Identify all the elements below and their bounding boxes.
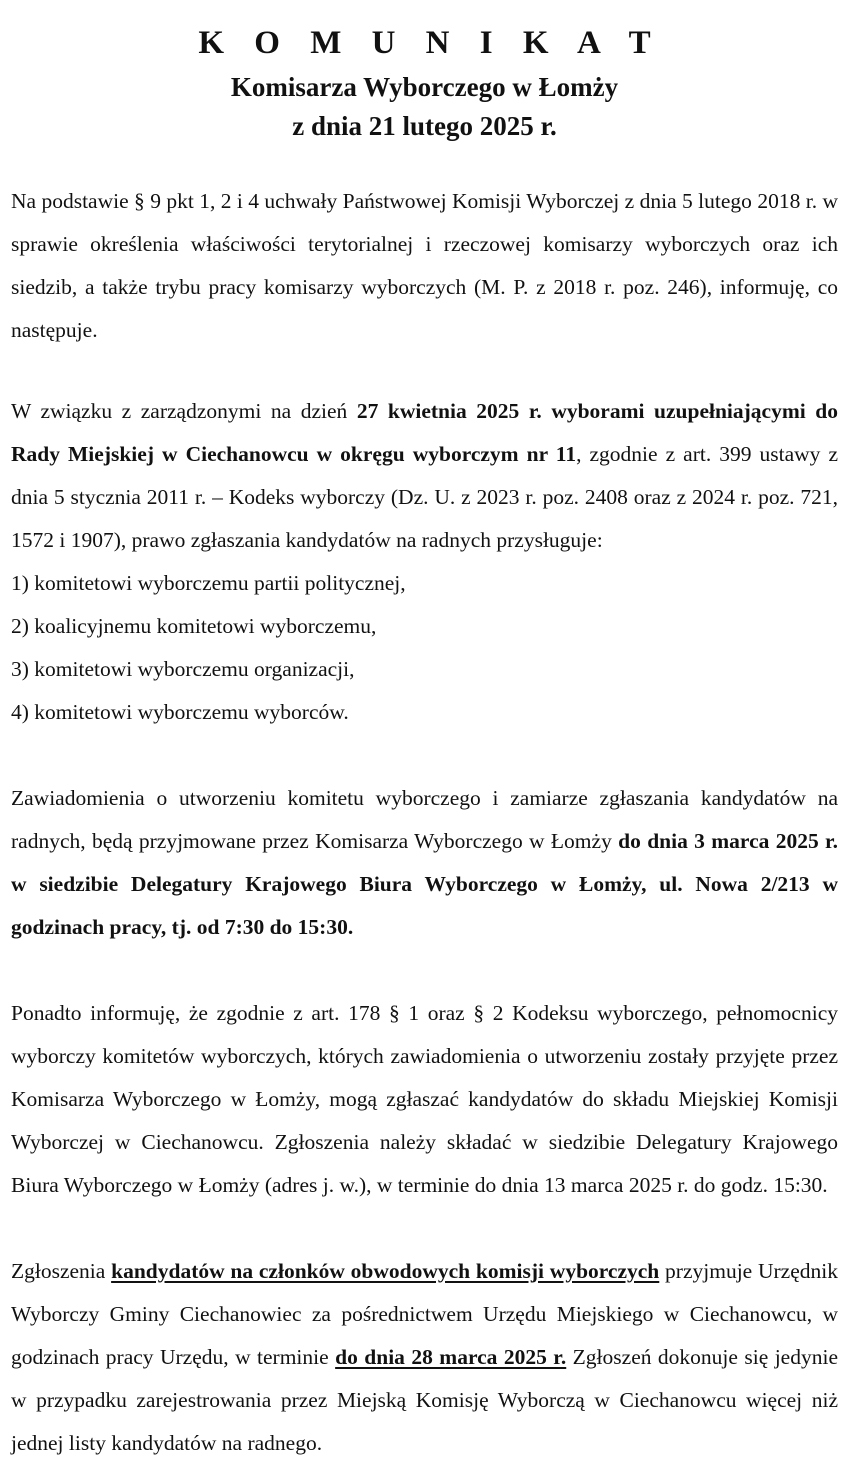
notice-election-highlight: 27 kwietnia 2025 r. wyborami uzupełniającymi do Rady Miejskiej w Ciechanowcu w okręgu wyborczym nr 11 [11,398,838,466]
paragraph-election-notice [11,390,838,562]
committee-text-lead: Zawiadomienia o utworzeniu komitetu wyborczego i zamiarze zgłaszania kandydatów na radnych, będą przyjmowane przez Komisarza Wyborczego w Łomży [11,785,838,853]
paragraph-commission-members [11,1250,838,1465]
list-item: 1) komitetowi wyborczemu partii politycznej, [11,570,406,595]
document-body [11,180,838,1465]
document-date-line: z dnia 21 lutego 2025 r. [292,111,557,142]
members-text-lead: Zgłoszenia [11,1258,112,1283]
members-deadline-highlight: do dnia 28 marca 2025 r. [335,1344,567,1369]
members-text-middle: przyjmuje Urzędnik Wyborczy Gminy Ciechanowiec za pośrednictwem Urzędu Miejskiego w Ciechanowcu, w godzinach pracy Urzędu, w terminie [11,1258,838,1369]
members-candidates-highlight: kandydatów na członków obwodowych komisji wyborczych [111,1258,660,1283]
paragraph-committee-deadline [11,777,838,949]
members-text-tail: Zgłoszeń dokonuje się jedynie w przypadku zarejestrowania przez Miejską Komisję Wyborczą w Ciechanowcu więcej niż jednej listy kandydatów na radnego. [11,1344,838,1455]
list-item: 4) komitetowi wyborczemu wyborców. [11,699,349,724]
paragraph-proxy-info: Ponadto informuję, że zgodnie z art. 178 § 1 oraz § 2 Kodeksu wyborczego, pełnomocnicy wyborczy komitetów wyborczych, których zawiadomienia o utworzeniu zostały przyjęte przez Komisarza Wyborczego w Łomży, mogą zgłaszać kandydatów do składu Miejskiej Komisji Wyborczej w Ciechanowcu. Zgłoszenia należy składać w siedzibie Delegatury Krajowego Biura Wyborczego w Łomży (adres j. w.), w terminie do dnia 13 marca 2025 r. do godz. 15:30. [11,1000,838,1197]
document-subtitle: Komisarza Wyborczego w Łomży [230,71,619,102]
page-title: K O M U N I K A T [198,25,662,61]
notice-text-lead: W związku z zarządzonymi na dzień [11,398,357,423]
committee-deadline-highlight: do dnia 3 marca 2025 r. w siedzibie Delegatury Krajowego Biura Wyborczego w Łomży, ul. Nowa 2/213 w godzinach pracy, tj. od 7:30 do 15:30. [11,828,838,939]
list-item: 2) koalicyjnemu komitetowi wyborczemu, [11,613,377,638]
notice-text-tail: , zgodnie z art. 399 ustawy z dnia 5 stycznia 2011 r. – Kodeks wyborczy (Dz. U. z 2023 r. poz. 2408 oraz z 2024 r. poz. 721, 1572 i 1907), prawo zgłaszania kandydatów na radnych przysługuje: [11,441,839,552]
document-heading [11,24,838,146]
paragraph-legal-basis: Na podstawie § 9 pkt 1, 2 i 4 uchwały Państwowej Komisji Wyborczej z dnia 5 lutego 2018 r. w sprawie określenia właściwości terytorialnej i rzeczowej komisarzy wyborczych oraz ich siedzib, a także trybu pracy komisarzy wyborczych (M. P. z 2018 r. poz. 246), informuję, co następuje. [11,188,838,342]
list-item: 3) komitetowi wyborczemu organizacji, [11,656,355,681]
